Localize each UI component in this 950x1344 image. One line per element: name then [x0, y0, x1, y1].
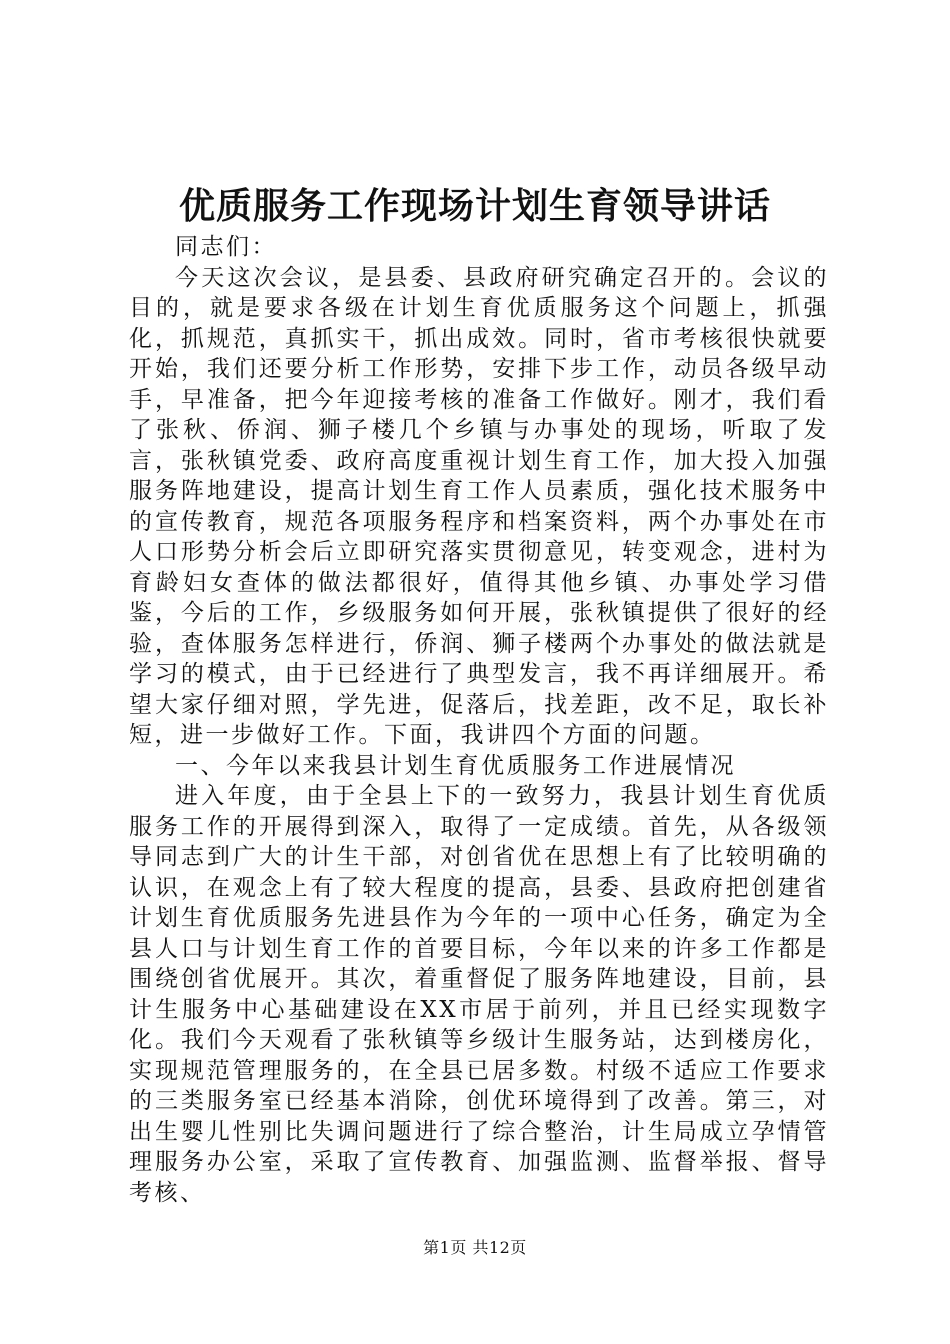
body-paragraph: 进入年度，由于全县上下的一致努力，我县计划生育优质服务工作的开展得到深入，取得了一定成绩。首先，从各级领导同志到广大的计生干部，对创省优在思想上有了比较明确的认识，在观念上有了较大程度的提高，县委、县政府把创建省计划生育优质服务先进县作为今年的一项中心任务，确定为全县人口与计划生育工作的首要目标，今年以来的许多工作都是围绕创省优展开。其次，着重督促了服务阵地建设，目前，县计生服务中心基础建设在XX市居于前列，并且已经实现数字化。我们今天观看了张秋镇等乡级计生服务站，达到楼房化，实现规范管理服务的，在全县已居多数。村级不适应工作要求的三类服务室已经基本消除，创优环境得到了改善。第三，对出生婴儿性别比失调问题进行了综合整治，计生局成立孕情管理服务办公室，采取了宣传教育、加强监测、监督举报、督导考核、 — [129, 783, 829, 1206]
page-number: 第1页 共12页 — [423, 1238, 527, 1257]
document-body — [129, 232, 829, 1208]
salutation-paragraph: 同志们： — [175, 234, 277, 260]
document-title: 优质服务工作现场计划生育领导讲话 — [178, 185, 771, 227]
body-paragraph: 今天这次会议，是县委、县政府研究确定召开的。会议的目的，就是要求各级在计划生育优质服务这个问题上，抓强化，抓规范，真抓实干，抓出成效。同时，省市考核很快就要开始，我们还要分析工作形势，安排下步工作，动员各级早动手，早准备，把今年迎接考核的准备工作做好。刚才，我们看了张秋、侨润、狮子楼几个乡镇与办事处的现场，听取了发言，张秋镇党委、政府高度重视计划生育工作，加大投入加强服务阵地建设，提高计划生育工作人员素质，强化技术服务中的宣传教育，规范各项服务程序和档案资料，两个办事处在市人口形势分析会后立即研究落实贯彻意见，转变观念，进村为育龄妇女查体的做法都很好，值得其他乡镇、办事处学习借鉴，今后的工作，乡级服务如何开展，张秋镇提供了很好的经验，查体服务怎样进行，侨润、狮子楼两个办事处的做法就是学习的模式，由于已经进行了典型发言，我不再详细展开。希望大家仔细对照，学先进，促落后，找差距，改不足，取长补短，进一步做好工作。下面，我讲四个方面的问题。 — [129, 264, 829, 748]
section-heading: 一、今年以来我县计划生育优质服务工作进展情况 — [175, 752, 736, 779]
